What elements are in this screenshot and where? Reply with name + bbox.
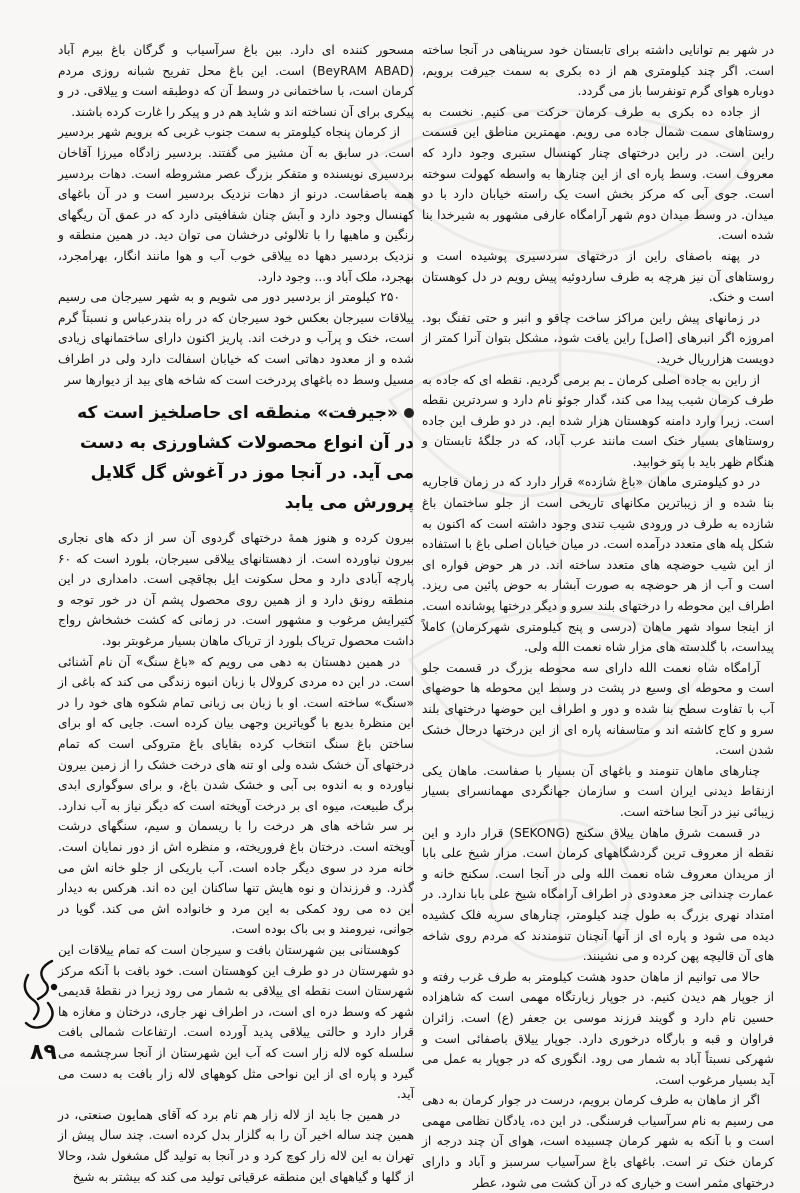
page-number: ۸۹ <box>30 1040 57 1065</box>
body-paragraph: از کرمان پنجاه کیلومتر به سمت جنوب غربی که برویم شهر بردسیر است. در سابق به آن مشیز می گفتند. بردسیر زادگاه میرزا آقاخان بردسیری نویسنده و متفکر بزرگ عصر مشروطه است. دهات بردسیر همه باصفاست. درنو از دهات نزدیک بردسیر است و در آن باغهای کهنسال وجود دارد و آبش چنان شفافیتی دارد که در عمق آن ریگهای رنگین و ماهیها را با تلالوئی درخشان می توان دید. در همین منطقه و نزدیک بردسیر دهها ده ییلاقی خوب آب و هوا مانند انگار، بهرامجرد، بهجرد، ملک آباد و... وجود دارد. <box>58 125 414 284</box>
body-paragraph: کوهستانی بین شهرستان بافت و سیرجان است که تمام ییلاقات این دو شهرستان در دو طرف این کوهستان است. خود بافت با آنکه مرکز شهرستان است نقطه ای ییلاقی به شمار می رود زیرا در نقطهٔ قدیمی شهر که وسط دره ای است، در اطراف نهر جاری، درختان و مغازه ها قرار دارد و حالتی ییلاقی پدید آورده است. ارتفاعات شمالی بافت سلسله کوه لاله زار است که آب این شهرستان از آنجا سرچشمه می گیرد و پاره ای از این نواحی مثل کوههای لاله زار بافت به دست می آید. <box>58 942 414 1102</box>
body-paragraph: اگر از ماهان به طرف کرمان برویم، درست در جوار کرمان به دهی می رسیم به نام سرآسیاب فرسنگی. در این ده، یادگان نظامی مهمی است و با آنکه به شهر کرمان چسبیده است، هوای آن چند درجه از کرمان خنک تر است. باغهای باغ سرآسیاب سرسبز و آباد و دارای درختهای مثمر است و خیاری که در آن کشت می شود، عطر <box>422 1093 774 1190</box>
bullet-dot-icon <box>404 408 414 418</box>
body-paragraph: بیرون کرده و هنوز همهٔ درختهای گردوی آن سر از دکه های نجاری بیرون نیاورده است. از دهستانهای ییلاقی سیرجان، بلورد است که ۶۰ پارچه آبادی دارد و محل سکونت ایل بچاقچی است. دامداری در این منطقه رونق دارد و از همین روی محصول پشم آن در خور توجه و کتیرایش مرغوب و مشهور است. در زمانی که کشت خشخاش رواج داشت محصول تریاک بلورد از تریاک ماهان بسیار مرغوبتر بود. <box>58 531 414 649</box>
pull-quote-text: «جیرفت» منطقه ای حاصلخیز است که در آن انواع محصولات کشاورزی به دست می آید. در آنجا موز در آغوش گل گلایل پرورش می یابد <box>77 403 414 514</box>
body-paragraph: در همین دهستان به دهی می رویم که «باغ سنگ» آن نام آشنائی است. در این ده مردی کرولال با زبان انبوه زندگی می کند که باغی از «سنگ» ساخته است. او با زبان بی زبانی تمام شکوه های خود را در این منظرهٔ بدیع با گویاترین وجهی بیان کرده است. جایی که او برای ساختن باغ سنگ انتخاب کرده بقایای باغ متروکی است که تمام درختهای آن خشک شده ولی او تنه های درخت خشک را از زمین بیرون نیاورده و به اندوه بی آبی و خشک شدن باغ، و برای سوگواری ابدی برگ طبیعت، میوه ای بر درخت آویخته است که دیگر نیاز به آب ندارد. بر سر شاخه های هر درخت را با ریسمان و سیم، سنگهای درشت آویخته است. درختان باغ فروریخته، و منظره اش از دور نمایان است. خانه مرد در سوی دیگر جاده است. آب باریکی از جلو خانه اش می گذرد. و فرزندان و نوه هایش تنها ساکنان این ده اند. هرکس به دیدار این ده می رود کمکی به این مرد و خانواده اش می کند. گویا در جوانی، نیرومند و بی باک بوده است. <box>58 654 414 937</box>
body-paragraph: از راین به جاده اصلی کرمان ـ بم برمی گردیم. نقطه ای که جاده به طرف کرمان شیب پیدا می کند، گدار جوئو نام دارد و سردترین نقطه است. زیرا وارد دامنه کوهستان هزار شده ایم. در دو طرف این جاده روستاهای بسیار خنک است مانند عرب آباد، که در جلگهٔ تابستان و هنگام ظهر باید با پتو خوابید. <box>422 372 774 469</box>
kerman-calligraphy-logo <box>14 955 64 1035</box>
body-paragraph: در همین جا باید از لاله زار هم نام برد که آقای همایون صنعتی، در همین چند ساله اخیر آن را به گلزار بدل کرده است. چند سال پیش از تهران به این لاله زار کوچ کرد و در آنجا به تولید گل مشغول شد، وحالا از گلها و گیاههای این منطقه عرقیاتی تولید می کند که بیشتر به شیخ <box>58 1107 414 1184</box>
pull-quote-headline <box>58 398 414 518</box>
body-paragraph: در دو کیلومتری ماهان «باغ شازده» قرار دارد که در زمان قاجاریه بنا شده و از زیباترین مکانهای تاریخی است از جلو ساختمان باغ شازده به طرف در ورودی شیب تندی وجود داشته است که اکنون به شکل پله های متعدد درآمده است. در میان خیابان اصلی باغ با استفاده از این شیب حوضچه های متعدد ساخته اند. در هر حوض فواره ای است و آب از هر حوضچه به صورت آبشار به حوض پائین می ریزد. اطراف این محوطه را درختهای بلند سرو و دیگر درختها پوشانده است. از اینجا سواد شهر ماهان (درسی و پنج کیلومتری شهرکرمان) کاملاً پیداست، با گلدسته های مزار شاه نعمت الله ولی. <box>422 475 774 655</box>
body-paragraph: ۲۵۰ کیلومتر از بردسیر دور می شویم و به شهر سیرجان می رسیم ییلاقات سیرجان بعکس خود سیرجان که در راه بندرعباس و نسبتاً گرم است، خنک و پرآب و درخت اند. پاریز اکنون دارای ساختمانهای زیادی شده و از معدود دهاتی است که خیابان اسفالت دارد ولی در اطراف مسیل وسط ده باغهای پردرخت است که شاخه های بید از دیوارها سر <box>58 290 414 387</box>
body-paragraph: در قسمت شرق ماهان ییلاق سکنج (SEKONG) قرار دارد و این نقطه از معروف ترین گردشگاههای کرمان است. مزار شیخ علی بابا از مریدان معروف شاه نعمت الله ولی در آنجا است. سکنج خانه و عمارت چندانی جز معدودی در اطراف آرامگاه شیخ علی بابا ندارد. در امتداد نهری بزرگ به طول چند کیلومتر، چنارهای سربه فلک کشیده دیده می شود و پاره ای از آنها آنچنان تنومندند که مردم روی شاخه های آن قالیچه پهن کرده و می نشینند. <box>422 825 774 964</box>
body-paragraph: در زمانهای پیش راین مراکز ساخت چاقو و انبر و حتی تفنگ بود. امروزه اگر انبرهای [اصل] راین یافت شود، مشکل بتوان آنرا کمتر از دویست هزارریال خرید. <box>422 310 774 366</box>
body-paragraph: مسحور کننده ای دارد. بین باغ سرآسیاب و گرگان باغ بیرم آباد (BeyRAM ABAD) است. این باغ محل تفریح شبانه روزی مردم کرمان است، با ساختمانی در وسط آن که دوطبقه است و ییلاقی. در و پیکری برای آن نساخته اند و شاید هم در و پیکر را غارت کرده باشند. <box>58 43 414 119</box>
body-paragraph: در پهنه باصفای راین از درختهای سردسیری پوشیده است و روستاهای آن نیز هرچه به طرف ساردوئیه پیش رویم در دل کوهستان است و خنک. <box>422 248 774 305</box>
body-paragraph: آرامگاه شاه نعمت الله دارای سه محوطه بزرگ در قسمت جلو است و محوطه ای وسیع در پشت در وسط این محوطه ها حوضهای آب با تفاوت سطح بنا شده و دور و اطراف این حوضها درختهای بلند سرو و کاج کاشته اند و متاسفانه پاره ای از این درختها درحال خشک شدن است. <box>422 660 774 758</box>
right-text-column <box>422 40 774 1190</box>
left-text-column <box>58 40 414 1184</box>
body-paragraph: از جاده ده بکری به طرف کرمان حرکت می کنیم. نخست به روستاهای سمت شمال جاده می رویم. مهمترین مناطق این قسمت راین است. در راین درختهای چنار کهنسال ستبری وجود دارد که معروف است. وسط پاره ای از این چنارها به واسطه کهولت سوخته است. جوی آبی که مرکز بخش است یک راسته خیابان دارد با دو میدان. در وسط میدان دوم شهر آرامگاه عارفی مشهور به شیرخدا بنا شده است. <box>422 104 774 243</box>
body-paragraph: چنارهای ماهان تنومند و باغهای آن بسیار با صفاست. ماهان یکی ازنقاط دیدنی ایران است و سازمان جهانگردی مهمانسرای بسیار زیبائی نیز در آنجا ساخته است. <box>422 763 774 819</box>
body-paragraph: حالا می توانیم از ماهان حدود هشت کیلومتر به طرف غرب رفته و از جوپار هم دیدن کنیم. در جوپار زیارتگاه مهمی است که شاهزاده حسین نام دارد و گویند فرزند موسی بن جعفر (ع) است. زائران فراوان و قبه و بارگاه درخوری دارد. جوپار ییلاق باصفائی است و شهرکی نسبتاً آباد به شمار می رود. انگوری که در جوپار به عمل می آید بسیار مرغوب است. <box>422 969 774 1087</box>
body-paragraph: در شهر بم توانایی داشته برای تابستان خود سرپناهی در آنجا ساخته است. اگر چند کیلومتری هم از ده بکری به سمت جیرفت برویم، دوباره هوای گرم تونفرسا باز می گردد. <box>422 43 774 99</box>
